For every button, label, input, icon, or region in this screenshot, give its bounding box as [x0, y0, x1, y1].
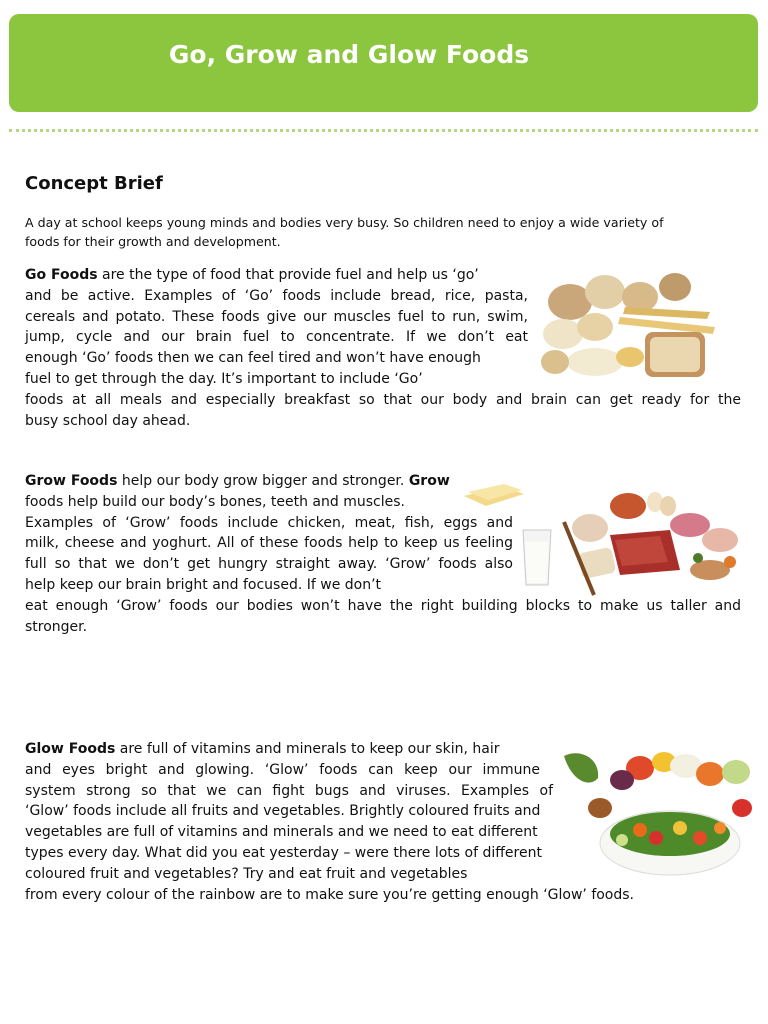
go-line: enough ‘Go’ foods then we can feel tired and won’t have enough — [25, 350, 481, 367]
glow-line: system strong so that we can fight bugs and viruses. Examples of — [25, 782, 553, 799]
go-line: jump, cycle and our brain fuel to concentrate. If we don’t eat — [25, 329, 528, 346]
go-line: foods at all meals and especially breakfast so that our body and brain can get ready for the — [25, 391, 741, 408]
intro-paragraph — [25, 213, 745, 251]
intro-line: foods for their growth and development. — [25, 234, 281, 249]
grow-line: eat enough ‘Grow’ foods our bodies won’t have the right building blocks to make us taller and — [25, 597, 741, 614]
glow-line: Glow Foods are full of vitamins and minerals to keep our skin, hair — [25, 741, 500, 757]
intro-line: A day at school keeps young minds and bodies very busy. So children need to enjoy a wide variety of — [25, 215, 664, 230]
glow-foods-image — [560, 748, 755, 880]
go-line: fuel to get through the day. It’s important to include ‘Go’ — [25, 370, 423, 387]
glow-foods-paragraph — [25, 739, 634, 905]
grow-line: foods help build our body’s bones, teeth and muscles. — [25, 493, 405, 510]
milk-glass-image — [520, 528, 554, 588]
grow-line: Examples of ‘Grow’ foods include chicken, meat, fish, eggs and — [25, 514, 513, 531]
header-banner — [9, 14, 758, 112]
cheese-image — [462, 482, 526, 510]
go-line: cereals and potato. These foods give our muscles fuel to run, swim, — [25, 308, 528, 325]
page-title: Go, Grow and Glow Foods — [168, 40, 530, 69]
go-foods-term: Go Foods — [25, 267, 98, 283]
glow-line: and eyes bright and glowing. ‘Glow’ foods can keep our immune — [25, 761, 540, 778]
glow-foods-term: Glow Foods — [25, 741, 116, 757]
grow-foods-term: Grow Foods — [25, 473, 118, 489]
go-line: busy school day ahead. — [25, 412, 191, 429]
grow-line: Grow Foods help our body grow bigger and stronger. Grow — [25, 473, 450, 489]
section-heading: Concept Brief — [25, 173, 163, 194]
grow-line: help keep our brain bright and focused. If we don’t — [25, 576, 382, 593]
glow-line: vegetables are full of vitamins and minerals and we need to eat different — [25, 824, 538, 841]
grow-line: stronger. — [25, 618, 88, 635]
glow-line: types every day. What did you eat yesterday – were there lots of different — [25, 844, 542, 861]
grow-line: milk, cheese and yoghurt. All of these foods help to keep us feeling — [25, 535, 513, 552]
go-line: Go Foods are the type of food that provide fuel and help us ‘go’ — [25, 267, 479, 283]
dotted-divider — [9, 129, 758, 132]
go-line: and be active. Examples of ‘Go’ foods include bread, rice, pasta, — [25, 287, 528, 304]
glow-line: ‘Glow’ foods include all fruits and vegetables. Brightly coloured fruits and — [25, 803, 541, 820]
glow-line: coloured fruit and vegetables? Try and eat fruit and vegetables — [25, 865, 468, 882]
grow-foods-image — [560, 490, 742, 600]
glow-line: from every colour of the rainbow are to make sure you’re getting enough ‘Glow’ foods. — [25, 886, 635, 903]
go-foods-image — [535, 262, 720, 387]
grow-line: full so that we don’t get hungry straight away. ‘Grow’ foods also — [25, 556, 513, 573]
